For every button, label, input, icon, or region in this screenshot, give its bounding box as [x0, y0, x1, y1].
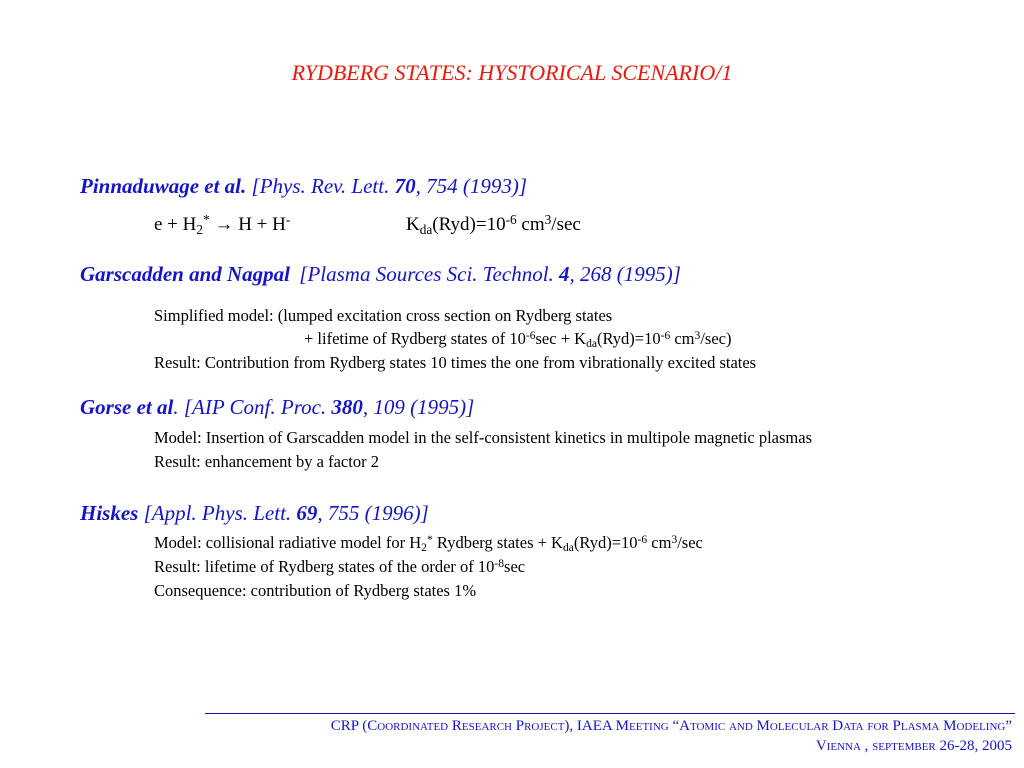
rate-tail: /sec: [551, 214, 581, 235]
superscript: *: [426, 533, 433, 546]
rate-k: K: [406, 214, 420, 235]
citation-volume: 380: [331, 395, 363, 419]
text: cm: [670, 329, 695, 348]
reference-header-hiskes: [80, 501, 429, 526]
subscript: 2: [196, 221, 204, 237]
citation-volume: 4: [559, 262, 570, 286]
reference-header-pinnaduwage: [80, 174, 527, 199]
superscript: -: [285, 212, 291, 228]
footer-line-1: CRP (Coordinated Research Project), IAEA Meeting “Atomic and Molecular Data for Plasma Modeling”: [330, 718, 1012, 734]
citation: [144, 501, 429, 525]
reaction-lhs: e + H: [154, 214, 197, 235]
citation-volume: 69: [296, 501, 318, 525]
body-line: [154, 533, 703, 553]
text: Rydberg states + K: [432, 533, 563, 552]
citation: [184, 395, 475, 419]
citation-journal: [AIP Conf. Proc.: [183, 395, 332, 419]
text: Result: lifetime of Rydberg states of the order of 10: [154, 557, 495, 576]
subscript: da: [419, 221, 433, 237]
subscript: da: [586, 338, 597, 351]
body-line: Result: Contribution from Rydberg states 10 times the one from vibrationally excited states: [154, 353, 757, 372]
text: cm: [647, 533, 672, 552]
superscript: -6: [525, 329, 536, 342]
text: /sec): [700, 329, 732, 348]
superscript: -6: [505, 212, 517, 228]
slide-title: RYDBERG STATES: HYSTORICAL SCENARIO/1: [291, 60, 733, 85]
superscript: 3: [671, 533, 678, 546]
body-line: Model: Insertion of Garscadden model in the self-consistent kinetics in multipole magnetic plasmas: [154, 428, 813, 447]
reference-header-garscadden: [80, 262, 681, 287]
superscript: 3: [694, 329, 701, 342]
body-line: [304, 329, 731, 349]
author: Pinnaduwage et al.: [80, 174, 247, 198]
text: (Ryd)=10: [596, 329, 661, 348]
rate-coefficient: [406, 214, 581, 236]
footer-line-2: Vienna , september 26-28, 2005: [815, 738, 1012, 754]
citation-pages-year: , 109 (1995)]: [362, 395, 475, 419]
citation-journal: [Plasma Sources Sci. Technol.: [299, 262, 560, 286]
citation-journal: [Appl. Phys. Lett.: [143, 501, 297, 525]
subscript: 2: [421, 542, 427, 555]
citation: [252, 174, 528, 198]
superscript: -8: [494, 557, 505, 570]
superscript: 3: [544, 212, 552, 228]
superscript: *: [203, 212, 210, 228]
body-line: Simplified model: (lumped excitation cross section on Rydberg states: [154, 306, 613, 325]
reference-header-gorse: [80, 395, 474, 420]
author: Garscadden and Nagpal: [80, 262, 291, 286]
arrow-icon: →: [214, 214, 234, 235]
rate-unit: cm: [516, 214, 545, 235]
text: sec + K: [535, 329, 587, 348]
citation-pages-year: , 755 (1996)]: [317, 501, 429, 525]
body-line: [154, 557, 525, 577]
body-line: Consequence: contribution of Rydberg states 1%: [154, 581, 477, 600]
citation-pages-year: , 268 (1995)]: [569, 262, 681, 286]
reaction-equation: [154, 214, 290, 236]
author-dot: .: [173, 395, 179, 419]
author: Hiskes: [80, 501, 139, 525]
citation-pages-year: , 754 (1993)]: [415, 174, 528, 198]
footer-divider: [205, 713, 1015, 714]
citation-volume: 70: [394, 174, 416, 198]
author: Gorse et al: [80, 395, 174, 419]
superscript: -6: [660, 329, 671, 342]
text: (Ryd)=10: [573, 533, 638, 552]
subscript: da: [562, 542, 574, 555]
citation: [299, 262, 681, 286]
citation-journal: [Phys. Rev. Lett.: [251, 174, 395, 198]
text: Model: collisional radiative model for H: [154, 533, 422, 552]
superscript: -6: [637, 533, 648, 546]
text: sec: [504, 557, 526, 576]
body-line: Result: enhancement by a factor 2: [154, 452, 379, 471]
reaction-rhs: H + H: [233, 214, 286, 235]
rate-mid: (Ryd)=10: [432, 214, 506, 235]
text: /sec: [677, 533, 703, 552]
text: + lifetime of Rydberg states of 10: [304, 329, 526, 348]
